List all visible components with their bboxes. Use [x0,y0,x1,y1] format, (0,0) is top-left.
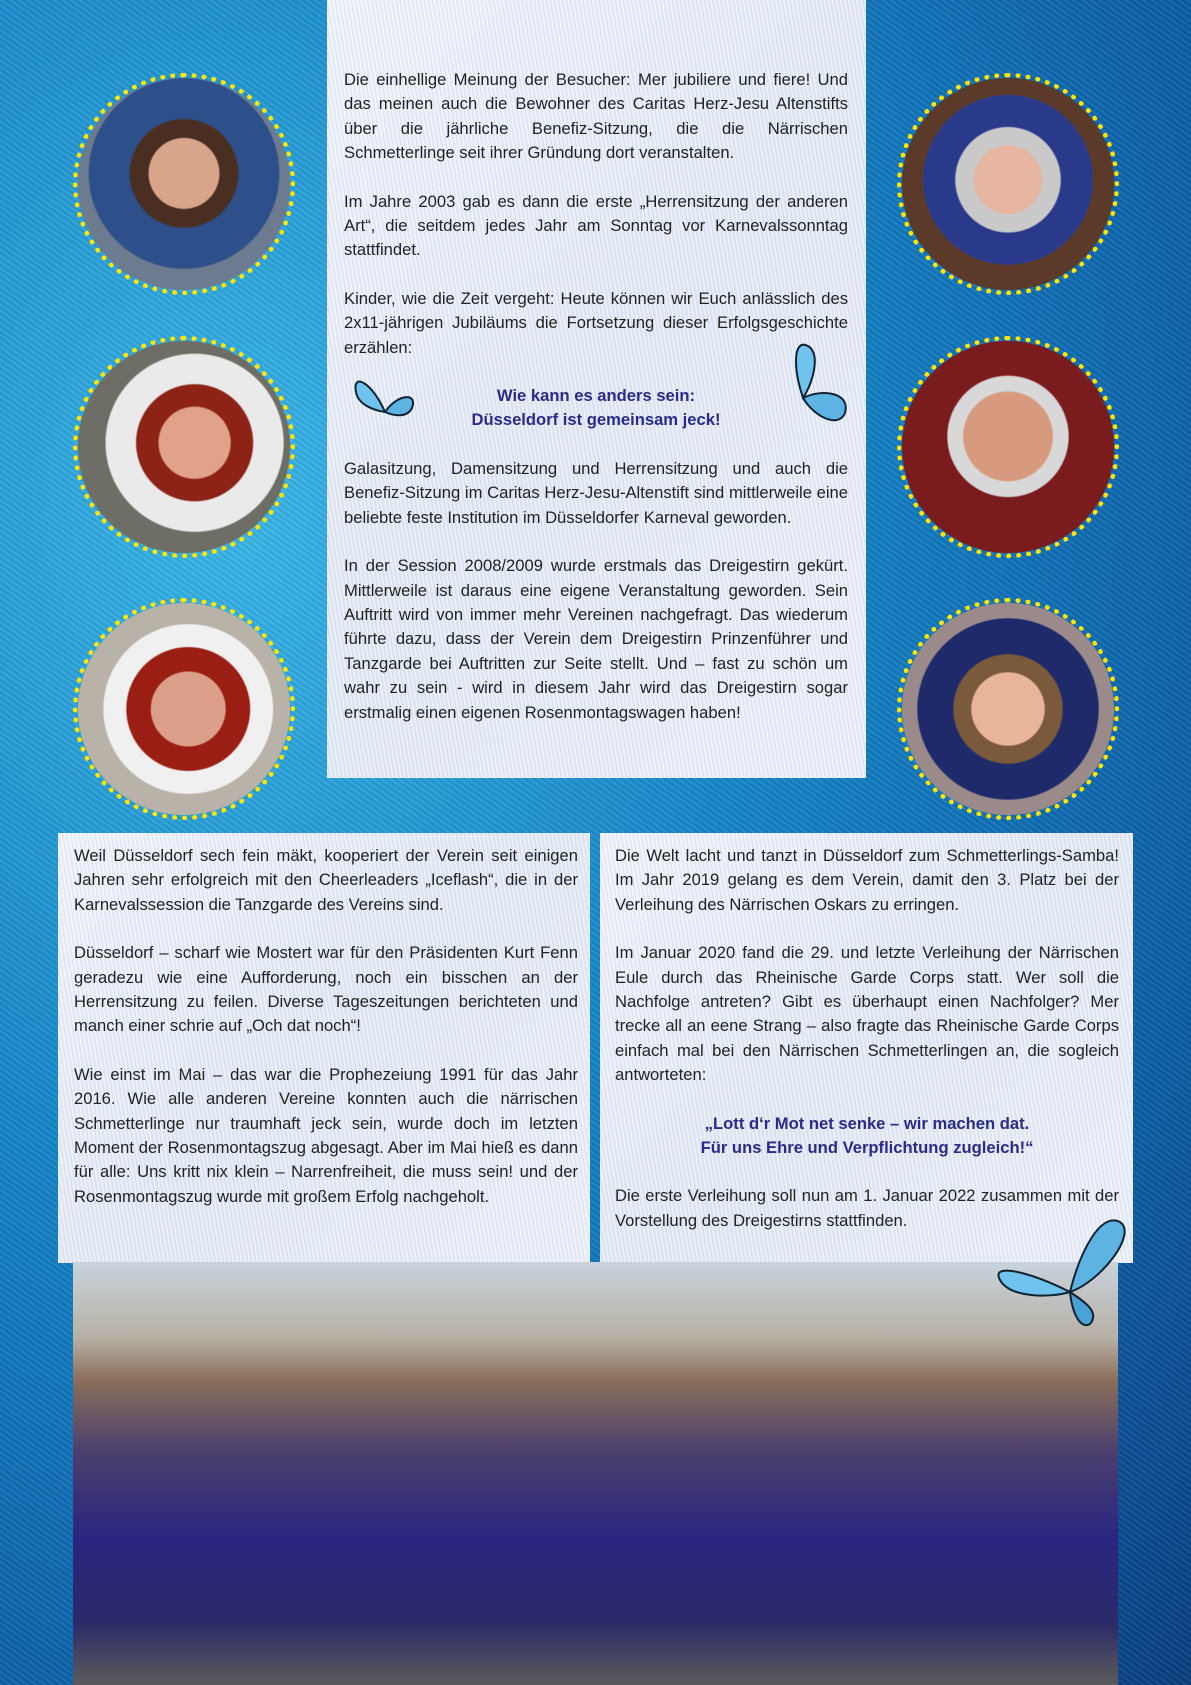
quote-line: „Lott d‘r Mot net senke – wir machen dat. [704,1113,1030,1133]
portrait-photo [897,73,1119,295]
article-column-bottom-right [600,833,1133,1263]
article-column-bottom-left [58,833,590,1263]
paragraph: Galasitzung, Damensitzung und Herrensitzung und auch die Benefiz-Sitzung im Caritas Herz-Jesu-Altenstift sind mittlerweile eine beliebte feste Institution im Düsseldorfer Karneval geworden. [344,458,848,527]
paragraph: Die Welt lacht und tanzt in Düsseldorf zum Schmetterlings-Samba! Im Jahr 2019 gelang es dem Verein, damit den 3. Platz bei der Verleihung des Närrischen Oskars zu erringen. [615,846,1119,914]
quote-line: Für uns Ehre und Verpflichtung zugleich!“ [700,1138,1034,1158]
butterfly-icon [990,1212,1140,1332]
portrait-photo [73,598,295,820]
portrait-photo [897,598,1119,820]
portrait-photo [897,336,1119,558]
paragraph: Düsseldorf – scharf wie Mostert war für den Präsidenten Kurt Fenn geradezu wie eine Aufforderung, noch ein bisschen an der Herrensitzung zu feilen. Diverse Tageszeitungen berichteten und manch einer schrie auf „Och dat noch“! [74,943,578,1036]
paragraph: Weil Düsseldorf sech fein mäkt, kooperiert der Verein seit einigen Jahren sehr erfolgreich mit den Cheerleaders „Iceflash“, die in der Karnevalssession die Tanzgarde des Vereins sind. [74,846,578,914]
butterfly-icon [763,338,853,430]
portrait-photo [73,336,295,558]
paragraph: In der Session 2008/2009 wurde erstmals das Dreigestirn gekürt. Mittlerweile ist daraus eine eigene Veranstaltung geworden. Sein Auftritt wird von immer mehr Vereinen nachgefragt. Das wiederum führte dazu, dass der Verein dem Dreigestirn Prinzenführer und Tanzgarde bei Auftritten zur Seite stellt. Und – fast zu schön um wahr zu sein - wird in diesem Jahr wird das Dreigestirn sogar erstmalig einen eigenen Rosenmontagswagen haben! [344,556,848,722]
butterfly-icon [352,372,418,422]
paragraph: Wie einst im Mai – das war die Prophezeiung 1991 für das Jahr 2016. Wie alle anderen Vereine konnten auch die närrischen Schmetterlinge nur traumhaft jeck sein, wurde doch im letzten Moment der Rosenmontagszug abgesagt. Aber im Mai hieß es dann für alle: Uns kritt nix klein – Narrenfreiheit, die muss sein! und der Rosenmontagszug wurde mit großem Erfolg nachgeholt. [74,1064,578,1206]
paragraph: Im Jahre 2003 gab es dann die erste „Herrensitzung der anderen Art“, die seitdem jedes Jahr am Sonntag vor Karnevalssonntag stattfindet. [344,191,848,260]
paragraph: Die erste Verleihung soll nun am 1. Januar 2022 zusammen mit der Vorstellung des Dreigestirns stattfinden. [615,1186,1119,1230]
quote-line: Wie kann es anders sein: [496,386,696,406]
highlight-quote [615,1112,1119,1161]
paragraph: Im Januar 2020 fand die 29. und letzte Verleihung der Närrischen Eule durch das Rheinische Garde Corps statt. Wer soll die Nachfolge antreten? Gibt es überhaupt einen Nachfolger? Mer trecke all an eene Strang – also fragte das Rheinische Garde Corps einfach mal bei den Närrischen Schmetterlingen an, die sogleich antworteten: [615,943,1119,1085]
group-photo [73,1262,1118,1685]
paragraph: Die einhellige Meinung der Besucher: Mer jubiliere und fiere! Und das meinen auch die Bewohner des Caritas Herz-Jesu Altenstifts über die jährliche Benefiz-Sitzung, die die Närrischen Schmetterlinge seit ihrer Gründung dort veranstalten. [344,70,848,163]
quote-line: Düsseldorf ist gemeinsam jeck! [471,410,721,430]
paragraph: Kinder, wie die Zeit vergeht: Heute können wir Euch anlässlich des 2x11-jährigen Jubiläums die Fortsetzung dieser Erfolgsgeschichte erzählen: [344,288,848,357]
portrait-photo [73,73,295,295]
